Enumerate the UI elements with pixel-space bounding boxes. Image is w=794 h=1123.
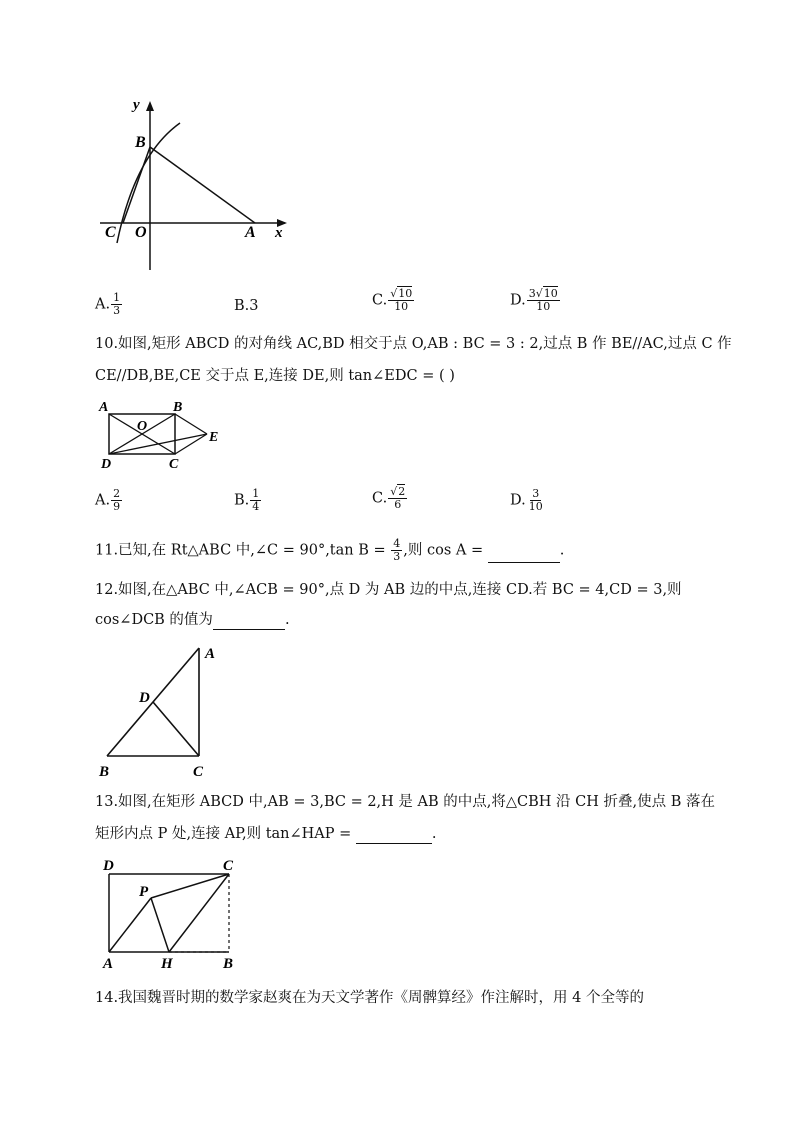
label-a: A xyxy=(245,224,256,241)
segment-pc xyxy=(151,874,229,898)
segment-ba xyxy=(150,147,255,223)
label-o: O xyxy=(135,224,147,241)
label-o: O xyxy=(137,419,148,434)
q11-prefix: 11.已知,在 Rt△ABC 中,∠C = 90°,tan B = xyxy=(95,542,391,559)
option-letter: A. xyxy=(95,492,111,509)
figure-q12 xyxy=(95,636,235,786)
fraction xyxy=(111,488,122,513)
q9-option-d xyxy=(510,288,561,313)
figure-q9 xyxy=(95,95,295,275)
denominator: 10 xyxy=(528,500,543,513)
denominator: 3 xyxy=(393,550,401,563)
fraction xyxy=(527,288,560,313)
q13-end: . xyxy=(431,826,437,842)
fraction xyxy=(250,488,261,513)
denominator: 10 xyxy=(536,300,551,313)
q12-end: . xyxy=(284,612,290,628)
q10-line2: CE//DB,BE,CE 交于点 E,连接 DE,则 tan∠EDC = ( ) xyxy=(95,368,455,384)
label-d: D xyxy=(103,858,114,874)
q10-option-b xyxy=(234,488,262,513)
fraction xyxy=(391,538,402,563)
label-b: B xyxy=(223,956,234,972)
fraction xyxy=(527,488,545,513)
q10-option-a xyxy=(95,488,123,513)
q11-suffix: ,则 cos A = xyxy=(403,542,488,559)
segment-ph xyxy=(151,898,169,952)
answer-blank[interactable] xyxy=(488,548,560,563)
q9-option-a xyxy=(95,292,123,317)
label-y: y xyxy=(133,97,140,113)
denominator: 3 xyxy=(113,304,121,317)
label-e: E xyxy=(209,430,219,445)
q9-option-c xyxy=(372,288,415,313)
q10-line1: 10.如图,矩形 ABCD 的对角线 AC,BD 相交于点 O,AB : BC = 3 : 2,过点 B 作 BE//AC,过点 C 作 xyxy=(95,336,732,352)
radicand: 10 xyxy=(398,287,413,300)
q9-option-b: B.3 xyxy=(234,298,259,314)
numerator: 3 xyxy=(532,487,540,500)
denominator: 4 xyxy=(252,500,260,513)
label-c: C xyxy=(193,764,204,780)
label-a: A xyxy=(99,400,109,415)
denominator: 10 xyxy=(394,300,409,313)
segment-ap xyxy=(109,898,151,952)
coefficient: 3 xyxy=(528,287,536,300)
numerator: 3√10 xyxy=(528,287,558,300)
label-c: C xyxy=(169,457,179,472)
radicand: 2 xyxy=(398,485,406,498)
segment-hc xyxy=(169,874,229,952)
numerator: 1 xyxy=(113,291,121,304)
label-h: H xyxy=(161,956,173,972)
fraction xyxy=(388,288,414,313)
label-b: B xyxy=(135,134,146,151)
fraction xyxy=(388,486,407,511)
label-b: B xyxy=(99,764,110,780)
q13-line1: 13.如图,在矩形 ABCD 中,AB = 3,BC = 2,H 是 AB 的中点,将△CBH 沿 CH 折叠,使点 B 落在 xyxy=(95,794,715,810)
segment-cd xyxy=(153,702,199,756)
label-d: D xyxy=(139,690,150,706)
figure-q10 xyxy=(95,396,235,476)
q14-line1: 14.我国魏晋时期的数学家赵爽在为天文学著作《周髀算经》作注解时，用 4 个全等的 xyxy=(95,990,645,1006)
q12-line2 xyxy=(95,610,290,630)
segment-cb xyxy=(123,147,150,223)
answer-blank[interactable] xyxy=(356,829,432,844)
q11-end: . xyxy=(559,542,565,559)
q13-line2 xyxy=(95,824,437,844)
answer-blank[interactable] xyxy=(213,615,285,630)
figure-q13 xyxy=(95,852,255,972)
denominator: 9 xyxy=(113,500,121,513)
option-letter: D. xyxy=(510,492,526,509)
curve xyxy=(117,123,180,243)
option-letter: C. xyxy=(372,490,388,507)
numerator: √2 xyxy=(390,485,406,498)
label-a: A xyxy=(205,646,216,662)
y-axis-arrow xyxy=(146,101,154,111)
radicand: 10 xyxy=(543,287,558,300)
fraction xyxy=(111,292,122,317)
q12-line1: 12.如图,在△ABC 中,∠ACB = 90°,点 D 为 AB 边的中点,连接 CD.若 BC = 4,CD = 3,则 xyxy=(95,582,682,598)
denominator: 6 xyxy=(394,498,402,511)
label-c: C xyxy=(105,224,116,241)
label-x: x xyxy=(275,225,283,241)
q10-option-d xyxy=(510,488,546,513)
numerator: 1 xyxy=(252,487,260,500)
q12-line2-text: cos∠DCB 的值为 xyxy=(95,612,213,628)
label-c: C xyxy=(223,858,234,874)
label-p: P xyxy=(139,884,149,900)
label-a: A xyxy=(103,956,114,972)
q11-text xyxy=(95,538,564,563)
segment-de xyxy=(109,434,207,454)
option-letter: C. xyxy=(372,292,388,309)
option-letter: A. xyxy=(95,296,111,313)
q13-line2-text: 矩形内点 P 处,连接 AP,则 tan∠HAP = xyxy=(95,826,356,842)
numerator: 4 xyxy=(393,537,401,550)
label-b: B xyxy=(173,400,183,415)
option-letter: B. xyxy=(234,492,250,509)
segment-be xyxy=(175,414,207,434)
label-d: D xyxy=(101,457,112,472)
numerator: √10 xyxy=(390,287,413,300)
numerator: 2 xyxy=(113,487,121,500)
q10-option-c xyxy=(372,486,408,511)
option-letter: D. xyxy=(510,292,526,309)
